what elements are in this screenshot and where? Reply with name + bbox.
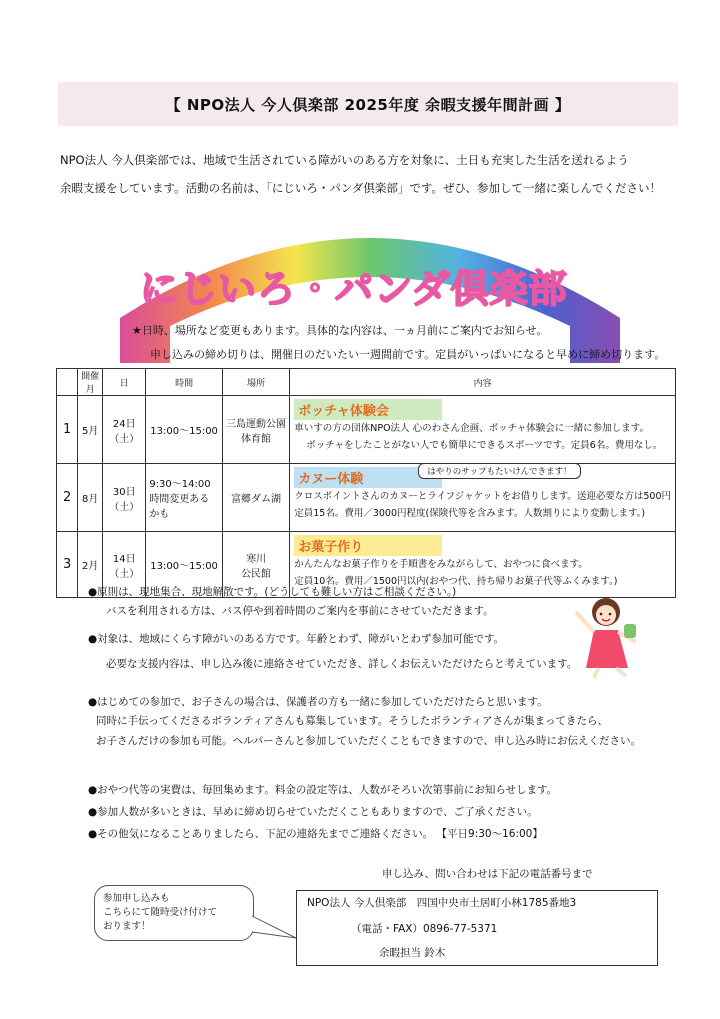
contact-org: NPO法人 今人倶楽部 四国中央市土居町小林1785番地3 <box>307 897 577 909</box>
row-number: 1 <box>57 396 78 464</box>
table-row <box>57 396 676 464</box>
bullet-text: ●原則は、現地集合、現地解散です。(どうしても難しい方はご相談ください。) <box>88 586 457 598</box>
bullet-meeting <box>88 585 494 619</box>
speech-bubble-tail <box>252 912 300 942</box>
intro-line-1: NPO法人 今人倶楽部では、地域で生活されている障がいのある方を対象に、土日も充実した生活を送れるよう <box>60 153 629 167</box>
bullet-text: 同時に手伝ってくださるボランティアさんも募集しています。そうしたボランティアさんが集まってきたら、 <box>96 715 608 727</box>
header-place: 場所 <box>222 369 289 396</box>
header-no <box>57 369 78 396</box>
row-number: 3 <box>57 532 78 598</box>
header-day: 日 <box>103 369 146 396</box>
contact-box <box>296 890 658 966</box>
contact-tel: （電話・FAX）0896-77-5371 <box>351 923 498 935</box>
event-note-bubble: はやりのサップもたいけんできます！ <box>418 463 580 479</box>
header-content: 内容 <box>290 369 676 396</box>
intro-line-2: 余暇支援をしています。活動の名前は、「にじいろ・パンダ倶楽部」です。ぜひ、参加して一緒に楽しんでください！ <box>60 181 661 195</box>
bullet-text: お子さんだけの参加も可能。ヘルパーさんと参加していただくこともできますので、申し込み時にお伝えください。 <box>96 735 642 747</box>
event-line: クロスポイントさんのカヌーとライフジャケットをお借りします。送迎必要な方は500円 <box>294 491 671 502</box>
bullet-target <box>88 632 577 672</box>
row-day: 14日 （土） <box>103 532 146 598</box>
bullet-text: ●対象は、地域にくらす障がいのある方です。年齢とわず、障がいとわず参加可能です。 <box>88 633 505 645</box>
row-content <box>290 464 676 532</box>
deadline-note: 申し込みの締め切りは、開催日のだいたい一週間前です。定員がいっぱいになると早めに締め切ります。 <box>150 348 666 361</box>
bullet-text: バスを利用される方は、バス停や到着時間のご案内を事前にさせていただきます。 <box>106 605 494 617</box>
header-time: 時間 <box>146 369 223 396</box>
row-month: 8月 <box>78 464 103 532</box>
table-row <box>57 464 676 532</box>
row-place: 富郷ダム湖 <box>222 464 289 532</box>
event-line: 定員15名。費用／3000円程度(保険代等を含みます。人数割りにより変動します。) <box>294 508 646 519</box>
event-line: かんたんなお菓子作りを手順書をみながらして、おやつに食べます。 <box>294 559 588 570</box>
bullet-children <box>88 695 641 749</box>
event-title: カヌー体験 <box>294 467 442 488</box>
bullet-text: ●はじめての参加で、お子さんの場合は、保護者の方も一緒に参加していただけたらと思います。 <box>88 696 548 708</box>
row-time: 9:30～14:00 時間変更あるかも <box>146 464 223 532</box>
event-line: ボッチャをしたことがない人でも簡単にできるスポーツです。定員6名。費用なし。 <box>306 440 663 451</box>
contact-person: 余暇担当 鈴木 <box>379 947 446 959</box>
bubble-line: 参加申し込みも <box>103 893 170 904</box>
page-title: 【 NPO法人 今人倶楽部 2025年度 余暇支援年間計画 】 <box>58 82 678 126</box>
row-place: 三島運動公園体育館 <box>222 396 289 464</box>
row-time: 13:00～15:00 <box>146 396 223 464</box>
bubble-line: おります！ <box>103 921 151 932</box>
header-month: 開催月 <box>78 369 103 396</box>
row-day: 24日 （土） <box>103 396 146 464</box>
contact-lead: 申し込み、問い合わせは下記の電話番号まで <box>382 868 593 880</box>
speech-bubble <box>94 885 254 941</box>
bullet-text: 必要な支援内容は、申し込み後に連絡させていただき、詳しくお伝えいただけたらと考えています。 <box>106 658 578 670</box>
bullet-snacks: ●おやつ代等の実費は、毎回集めます。料金の設定等は、人数がそろい次第事前にお知らせします。 <box>88 784 558 796</box>
row-month: 5月 <box>78 396 103 464</box>
event-line: 定員10名。費用／1500円以内(おやつ代、持ち帰りお菓子代等ふくみます。) <box>294 576 618 587</box>
table-header-row <box>57 369 676 396</box>
change-note: ★日時、場所など変更もあります。具体的な内容は、一ヵ月前にご案内でお知らせ。 <box>132 324 548 337</box>
girl-illustration <box>570 590 650 680</box>
row-month: 2月 <box>78 532 103 598</box>
bullet-capacity: ●参加人数が多いときは、早めに締め切らせていただくこともありますので、ご了承ください。 <box>88 806 538 818</box>
row-time: 13:00～15:00 <box>146 532 223 598</box>
bubble-line: こちらにて随時受け付けて <box>103 907 218 918</box>
row-content <box>290 396 676 464</box>
event-title: ボッチャ体験会 <box>294 399 442 420</box>
event-line: 車いすの方の団体NPO法人 心のわさん企画、ボッチャ体験会に一緒に参加します。 <box>294 423 650 434</box>
schedule-table <box>56 368 676 598</box>
row-number: 2 <box>57 464 78 532</box>
event-title: お菓子作り <box>294 535 442 556</box>
row-place: 寒川 公民館 <box>222 532 289 598</box>
row-day: 30日 （土） <box>103 464 146 532</box>
club-title: にじいろ・パンダ倶楽部 <box>140 267 568 311</box>
bullet-contact: ●その他気になることありましたら、下記の連絡先までご連絡ください。 【平日9:30～16:00】 <box>88 828 543 840</box>
